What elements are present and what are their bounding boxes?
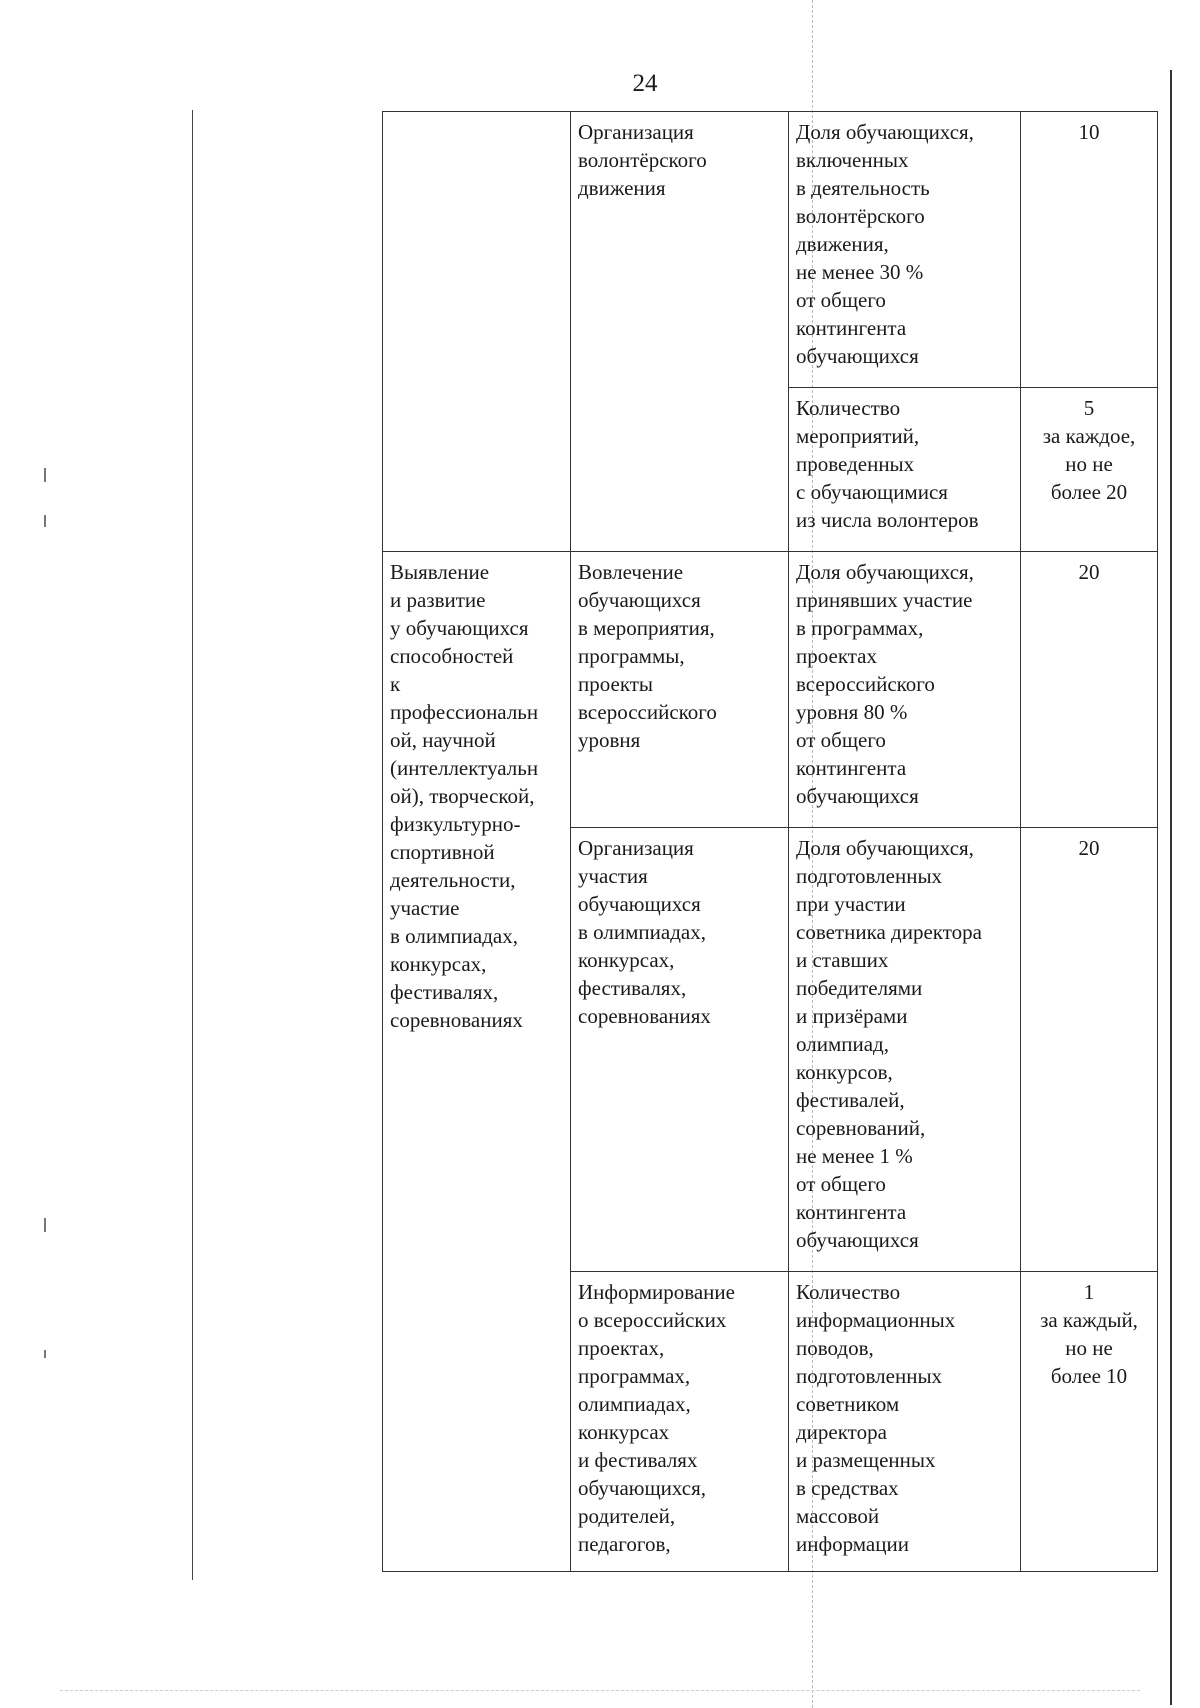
score-cell (1021, 388, 1158, 552)
indicator-cell (789, 552, 1021, 828)
direction-cell-empty (383, 112, 571, 552)
score-cell (1021, 1272, 1158, 1572)
table-row (383, 552, 1158, 828)
indicator-cell (789, 1272, 1021, 1572)
direction-text: Выявление и развитие у обучающихся способностей к профессиональн ой, научной (интеллектуальн ой), творческой, физкультурно- спортивной деятельности, участие в олимпиадах, конкурсах, фестивалях, соревнованиях (390, 560, 539, 1032)
indicator-cell (789, 112, 1021, 388)
score-text: 10 (1078, 120, 1100, 144)
bottom-scan-artifact (60, 1690, 1140, 1691)
indicator-text: Доля обучающихся, подготовленных при участии советника директора и ставших победителями и призёрами олимпиад, конкурсов, фестивалей, соревнований, не менее 1 % от общего контингента обучающихся (796, 836, 982, 1252)
right-page-edge (1170, 70, 1172, 1705)
activity-text: Организация участия обучающихся в олимпиадах, конкурсах, фестивалях, соревнованиях (578, 836, 711, 1028)
indicator-text: Доля обучающихся, включенных в деятельность волонтёрского движения, не менее 30 % от общего контингента обучающихся (796, 120, 974, 368)
activity-text: Информирование о всероссийских проектах, программах, олимпиадах, конкурсах и фестивалях обучающихся, родителей, педагогов, (578, 1280, 735, 1556)
indicator-cell (789, 388, 1021, 552)
scan-speck (44, 468, 46, 482)
indicator-text: Количество мероприятий, проведенных с обучающимися из числа волонтеров (796, 396, 979, 532)
score-cell (1021, 552, 1158, 828)
score-cell (1021, 112, 1158, 388)
activity-cell (571, 552, 789, 828)
activity-text: Вовлечение обучающихся в мероприятия, программы, проекты всероссийского уровня (578, 560, 717, 752)
left-margin-line (192, 110, 193, 1580)
page-number: 24 (632, 70, 658, 97)
direction-cell (383, 552, 571, 1572)
indicator-text: Доля обучающихся, принявших участие в программах, проектах всероссийского уровня 80 % от общего контингента обучающихся (796, 560, 974, 808)
scan-speck (44, 515, 46, 527)
scan-speck (44, 1218, 46, 1232)
score-text: 20 (1078, 560, 1100, 584)
activity-cell (571, 112, 789, 552)
table-row (383, 112, 1158, 388)
score-text: 20 (1078, 836, 1100, 860)
score-text: 1 за каждый, но не более 10 (1040, 1280, 1138, 1388)
score-cell (1021, 828, 1158, 1272)
score-text: 5 за каждое, но не более 20 (1042, 396, 1136, 504)
activity-cell (571, 828, 789, 1272)
criteria-table (382, 111, 1158, 1572)
indicator-cell (789, 828, 1021, 1272)
activity-text: Организация волонтёрского движения (578, 120, 707, 200)
indicator-text: Количество информационных поводов, подготовленных советником директора и размещенных в средствах массовой информации (796, 1280, 956, 1556)
scan-speck (44, 1350, 46, 1358)
activity-cell (571, 1272, 789, 1572)
